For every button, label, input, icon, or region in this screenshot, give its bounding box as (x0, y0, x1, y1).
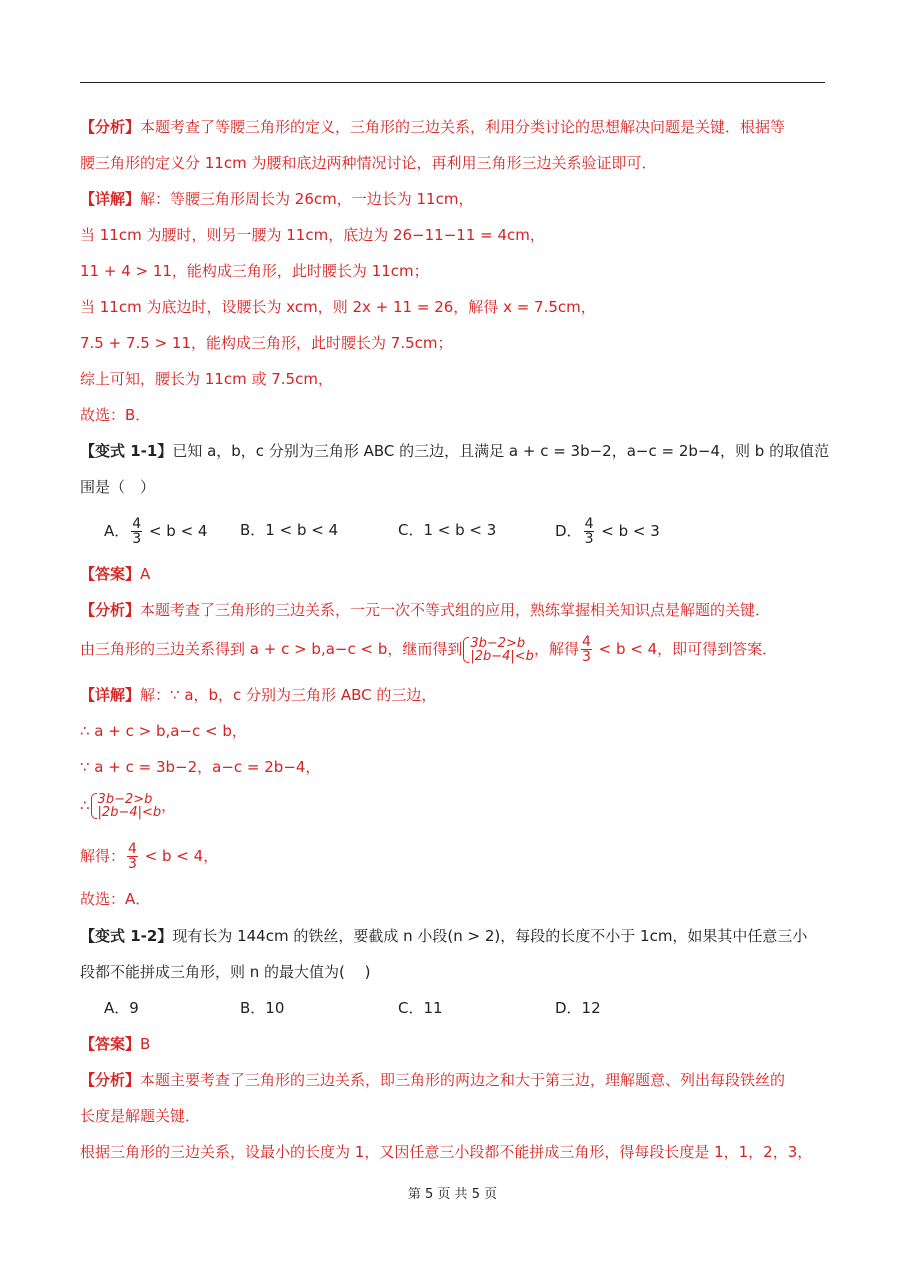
detail2-line4: ∴ 3b−2>b |2b−4|<b ， (80, 792, 177, 820)
analysis3-line3: 根据三角形的三边关系，设最小的长度为 1，又因任意三小段都不能拼成三角形，得每段长度是 1，1，2，3， (80, 1143, 813, 1161)
detail1-line1: 【详解】解：等腰三角形周长为 26cm，一边长为 11cm， (80, 190, 474, 208)
analysis1-line2: 腰三角形的定义分 11cm 为腰和底边两种情况讨论，再利用三角形三边关系验证即可． (80, 154, 657, 172)
q2-line1: 【变式 1-2】现有长为 144cm 的铁丝，要截成 n 小段(n > 2)，每段的长度不小于 1cm，如果其中任意三小 (80, 927, 808, 945)
analysis1-line1: 【分析】本题考查了等腰三角形的定义，三角形的三边关系，利用分类讨论的思想解决问题是关键．根据等 (80, 118, 786, 136)
analysis3-line2: 长度是解题关键． (80, 1107, 201, 1125)
detail2-line6: 故选：A． (80, 890, 151, 908)
detail2-inequality-system: 3b−2>b |2b−4|<b (90, 793, 162, 819)
detail1-line7: 故选：B． (80, 406, 151, 424)
detail2-line1: 【详解】解：∵ a，b，c 分别为三角形 ABC 的三边， (80, 686, 437, 704)
answer1: 【答案】A (80, 565, 151, 583)
q2-option-d: D．12 (555, 999, 601, 1017)
q2-option-a: A．9 (104, 999, 139, 1017)
q2-option-b: B．10 (240, 999, 285, 1017)
answer2: 【答案】B (80, 1035, 151, 1053)
q1-option-b: B．1 < b < 4 (240, 521, 339, 539)
q1-line2: 围是（ ） (80, 478, 156, 496)
analysis2-line2: 由三角形的三边关系得到 a + c > b,a−c < b，继而得到 3b−2>b |2b−4|<b ，解得 $\frac{4}{3}$ < b < 4，即可得到答案． (80, 634, 778, 665)
analysis2-fraction: $\frac{4}{3}$ (581, 634, 591, 665)
q2-line2: 段都不能拼成三角形，则 n 的最大值为( ) (80, 963, 371, 981)
analysis2-line1: 【分析】本题考查了三角形的三边关系，一元一次不等式组的应用，熟练掌握相关知识点是解题的关键． (80, 601, 771, 619)
q2-option-c: C．11 (398, 999, 443, 1017)
page-footer: 第 5 页 共 5 页 (407, 1187, 498, 1202)
detail1-line4: 当 11cm 为底边时，设腰长为 xcm，则 2x + 11 = 26，解得 x = 7.5cm， (80, 298, 596, 316)
detail1-line6: 综上可知，腰长为 11cm 或 7.5cm， (80, 370, 333, 388)
analysis2-inequality-system: 3b−2>b |2b−4|<b (462, 637, 534, 663)
q1-option-d: D． $\frac{4}{3}$ < b < 3 (555, 516, 660, 547)
detail2-fraction: $\frac{4}{3}$ (128, 841, 137, 872)
q1-option-c: C．1 < b < 3 (398, 521, 497, 539)
detail1-line3: 11 + 4 > 11，能构成三角形，此时腰长为 11cm； (80, 262, 429, 280)
q1-line1: 【变式 1-1】已知 a，b，c 分别为三角形 ABC 的三边，且满足 a + c = 3b−2，a−c = 2b−4，则 b 的取值范 (80, 442, 830, 460)
detail1-line5: 7.5 + 7.5 > 11，能构成三角形，此时腰长为 7.5cm； (80, 334, 453, 352)
q1-option-d-fraction: $\frac{4}{3}$ (584, 516, 594, 547)
detail2-line2: ∴ a + c > b,a−c < b， (80, 722, 247, 740)
detail2-line3: ∵ a + c = 3b−2，a−c = 2b−4， (80, 758, 321, 776)
header-rule (80, 82, 825, 83)
detail2-line5: 解得： $\frac{4}{3}$ < b < 4， (80, 841, 219, 872)
q1-option-a: A． $\frac{4}{3}$ < b < 4 (104, 516, 208, 547)
analysis3-line1: 【分析】本题主要考查了三角形的三边关系，即三角形的两边之和大于第三边，理解题意、列出每段铁丝的 (80, 1071, 786, 1089)
q1-option-a-fraction: $\frac{4}{3}$ (132, 516, 142, 547)
detail1-line2: 当 11cm 为腰时，则另一腰为 11cm，底边为 26−11−11 = 4cm， (80, 226, 545, 244)
